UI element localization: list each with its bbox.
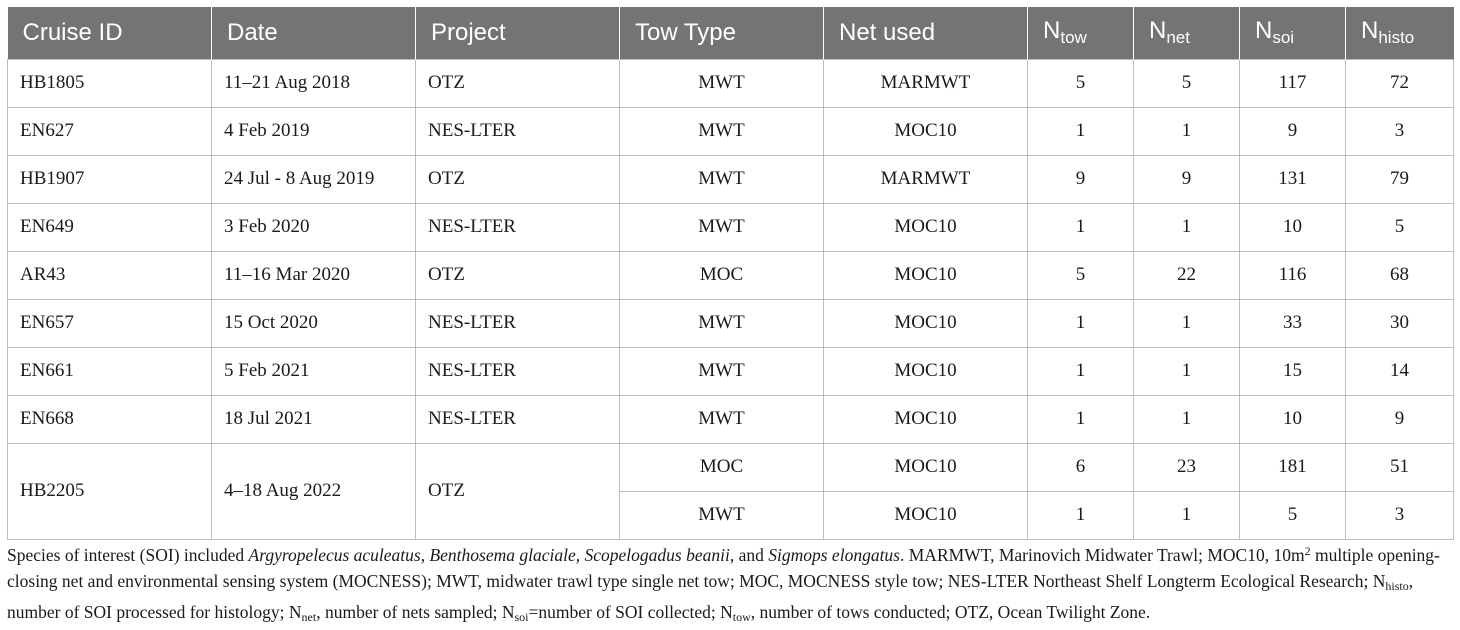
cell-net-used: MOC10 [824, 107, 1028, 155]
cell-tow-type: MWT [620, 203, 824, 251]
table-row [8, 107, 1454, 155]
cell-n-net: 1 [1134, 107, 1240, 155]
header-n-soi-base: N [1255, 17, 1273, 45]
table-row [8, 251, 1454, 299]
cell-n-tow: 9 [1028, 155, 1134, 203]
cell-n-soi: 10 [1240, 395, 1346, 443]
cell-net-used: MOC10 [824, 395, 1028, 443]
header-row [8, 7, 1454, 59]
header-net-used: Net used [824, 7, 1028, 59]
table-row [8, 299, 1454, 347]
cell-n-soi: 10 [1240, 203, 1346, 251]
cell-n-soi: 181 [1240, 443, 1346, 491]
cell-n-histo: 3 [1346, 491, 1454, 539]
cell-project: OTZ [416, 59, 620, 107]
header-n-net [1134, 7, 1240, 59]
cell-tow-type: MOC [620, 443, 824, 491]
cell-n-soi: 9 [1240, 107, 1346, 155]
cell-project: NES-LTER [416, 107, 620, 155]
header-cruise-id: Cruise ID [8, 7, 212, 59]
cell-n-net: 1 [1134, 299, 1240, 347]
cell-date: 5 Feb 2021 [212, 347, 416, 395]
cell-net-used: MOC10 [824, 203, 1028, 251]
cell-tow-type: MOC [620, 251, 824, 299]
cell-n-net: 1 [1134, 395, 1240, 443]
footnote-text: . MARMWT, Marinovich Midwater Trawl; MOC10, 10m [900, 545, 1305, 565]
footnote-subscript: histo [1385, 579, 1409, 593]
footnote-text: =number of SOI collected; N [528, 602, 733, 622]
cell-n-tow: 1 [1028, 491, 1134, 539]
header-n-soi [1240, 7, 1346, 59]
cell-n-histo: 51 [1346, 443, 1454, 491]
cell-n-tow: 5 [1028, 251, 1134, 299]
table-row [8, 155, 1454, 203]
footnote-subscript: tow [732, 610, 751, 624]
cell-n-histo: 68 [1346, 251, 1454, 299]
header-n-soi-sub: soi [1272, 28, 1295, 48]
header-n-net-base: N [1149, 17, 1167, 45]
cell-net-used: MARMWT [824, 59, 1028, 107]
cell-n-net: 9 [1134, 155, 1240, 203]
table-row [8, 203, 1454, 251]
cell-project: NES-LTER [416, 203, 620, 251]
header-n-histo [1346, 7, 1454, 59]
cell-date: 18 Jul 2021 [212, 395, 416, 443]
header-n-histo-sub: histo [1378, 28, 1415, 48]
footnote-text: multiple opening-closing net and environmental sensing system (MOCNESS); MWT, midwater trawl type single net tow; MOC, MOCNESS style tow; NES-LTER Northeast Shelf Longterm Ecological Research; N [7, 545, 1440, 591]
cell-net-used: MARMWT [824, 155, 1028, 203]
cell-date: 3 Feb 2020 [212, 203, 416, 251]
cell-n-histo: 79 [1346, 155, 1454, 203]
footnote-text: , and [729, 545, 769, 565]
cell-net-used: MOC10 [824, 491, 1028, 539]
cell-n-soi: 117 [1240, 59, 1346, 107]
cell-n-net: 1 [1134, 491, 1240, 539]
cell-n-histo: 3 [1346, 107, 1454, 155]
cell-n-histo: 72 [1346, 59, 1454, 107]
cell-n-tow: 5 [1028, 59, 1134, 107]
cell-project: OTZ [416, 443, 620, 539]
cell-project: NES-LTER [416, 395, 620, 443]
cell-project: NES-LTER [416, 347, 620, 395]
cell-net-used: MOC10 [824, 299, 1028, 347]
cell-tow-type: MWT [620, 59, 824, 107]
cell-date: 4–18 Aug 2022 [212, 443, 416, 539]
cell-cruise-id: EN661 [8, 347, 212, 395]
cell-n-tow: 1 [1028, 107, 1134, 155]
cell-n-histo: 5 [1346, 203, 1454, 251]
cell-n-soi: 116 [1240, 251, 1346, 299]
cell-date: 4 Feb 2019 [212, 107, 416, 155]
footnote-text: , number of SOI processed for histology; N [7, 571, 1414, 622]
header-date: Date [212, 7, 416, 59]
cell-n-net: 22 [1134, 251, 1240, 299]
cell-project: OTZ [416, 251, 620, 299]
cell-cruise-id: HB2205 [8, 443, 212, 539]
header-n-tow [1028, 7, 1134, 59]
table-row [8, 59, 1454, 107]
footnote-subscript: net [301, 610, 317, 624]
cell-n-histo: 14 [1346, 347, 1454, 395]
cell-tow-type: MWT [620, 107, 824, 155]
cell-n-soi: 5 [1240, 491, 1346, 539]
cell-tow-type: MWT [620, 155, 824, 203]
footnote-text: , number of tows conducted; OTZ, Ocean Twilight Zone. [750, 602, 1151, 622]
footnote-species: Argyropelecus aculeatus, Benthosema glaciale, Scopelogadus beanii [248, 545, 730, 565]
cell-n-tow: 1 [1028, 299, 1134, 347]
cell-date: 11–21 Aug 2018 [212, 59, 416, 107]
footnote-subscript: soi [514, 610, 529, 624]
footnote-text: , number of nets sampled; N [316, 602, 515, 622]
cell-tow-type: MWT [620, 491, 824, 539]
cell-n-tow: 1 [1028, 395, 1134, 443]
header-n-net-sub: net [1166, 28, 1190, 48]
cruise-table [7, 7, 1454, 540]
cell-cruise-id: EN627 [8, 107, 212, 155]
cell-net-used: MOC10 [824, 347, 1028, 395]
cell-cruise-id: EN668 [8, 395, 212, 443]
footnote-species: Sigmops elongatus [768, 545, 900, 565]
cell-project: OTZ [416, 155, 620, 203]
cell-n-net: 1 [1134, 347, 1240, 395]
cell-net-used: MOC10 [824, 251, 1028, 299]
header-project: Project [416, 7, 620, 59]
cell-n-soi: 131 [1240, 155, 1346, 203]
cell-n-soi: 15 [1240, 347, 1346, 395]
cell-n-tow: 6 [1028, 443, 1134, 491]
cell-n-net: 5 [1134, 59, 1240, 107]
footnote-text: Species of interest (SOI) included [7, 545, 249, 565]
cell-tow-type: MWT [620, 347, 824, 395]
header-tow-type: Tow Type [620, 7, 824, 59]
footnote-superscript: 2 [1304, 544, 1311, 558]
cell-tow-type: MWT [620, 395, 824, 443]
cell-n-soi: 33 [1240, 299, 1346, 347]
cell-n-net: 1 [1134, 203, 1240, 251]
cell-tow-type: MWT [620, 299, 824, 347]
header-n-tow-base: N [1043, 17, 1061, 45]
cell-cruise-id: HB1907 [8, 155, 212, 203]
header-n-tow-sub: tow [1060, 28, 1087, 48]
cell-n-net: 23 [1134, 443, 1240, 491]
cell-cruise-id: EN657 [8, 299, 212, 347]
cell-n-histo: 9 [1346, 395, 1454, 443]
cell-n-histo: 30 [1346, 299, 1454, 347]
cell-project: NES-LTER [416, 299, 620, 347]
cell-date: 15 Oct 2020 [212, 299, 416, 347]
table-container [7, 7, 1453, 540]
cell-cruise-id: EN649 [8, 203, 212, 251]
cell-date: 24 Jul - 8 Aug 2019 [212, 155, 416, 203]
table-row [8, 347, 1454, 395]
table-footnote [7, 538, 1453, 630]
header-n-histo-base: N [1361, 17, 1379, 45]
cell-date: 11–16 Mar 2020 [212, 251, 416, 299]
cell-n-tow: 1 [1028, 203, 1134, 251]
table-row [8, 443, 1454, 491]
table-row [8, 395, 1454, 443]
cell-cruise-id: AR43 [8, 251, 212, 299]
cell-cruise-id: HB1805 [8, 59, 212, 107]
cell-net-used: MOC10 [824, 443, 1028, 491]
cell-n-tow: 1 [1028, 347, 1134, 395]
